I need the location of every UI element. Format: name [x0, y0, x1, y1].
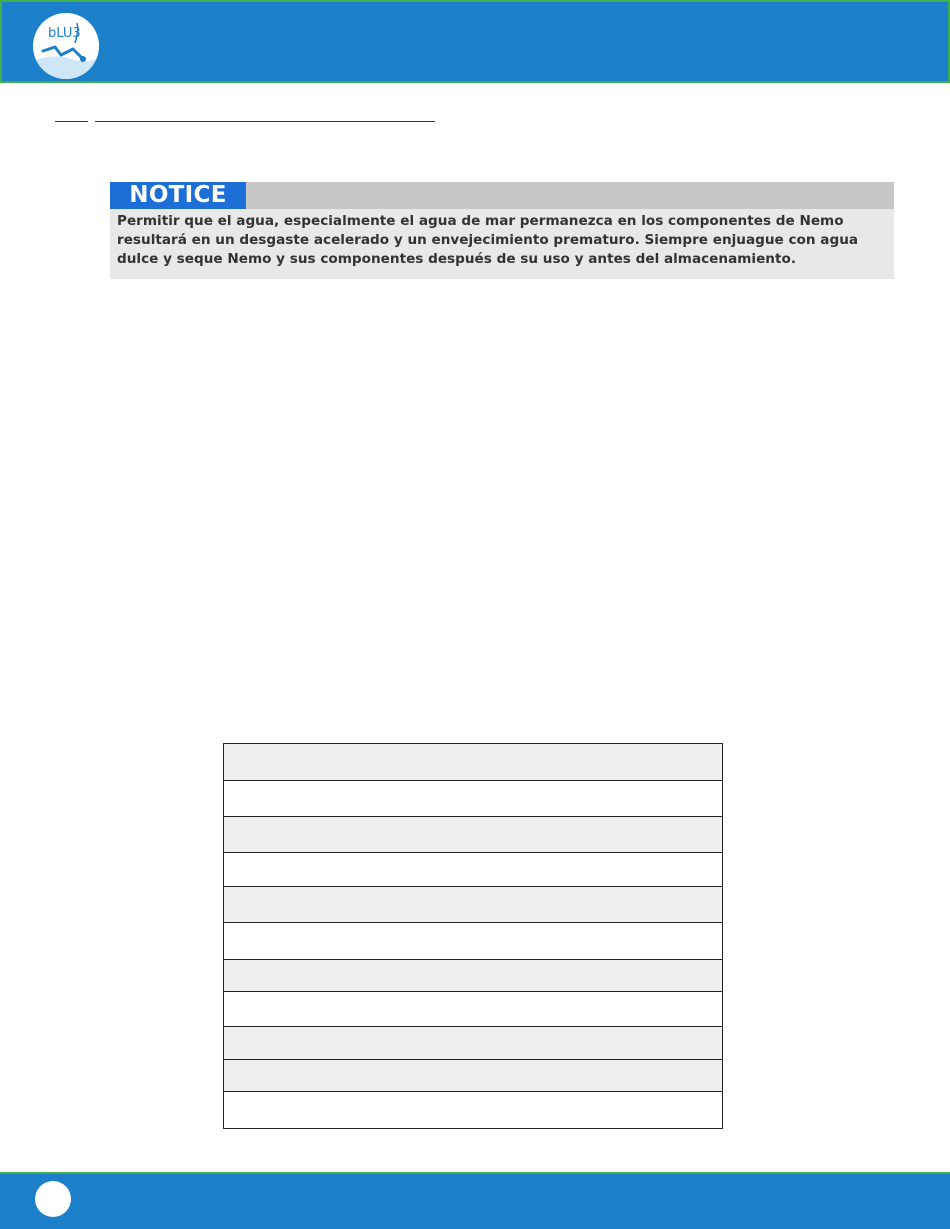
- table-row: [224, 992, 723, 1027]
- table-cell: [224, 1027, 723, 1060]
- page-number-badge: [35, 1181, 71, 1217]
- footer-bar: [0, 1172, 950, 1229]
- table-row: [224, 1027, 723, 1060]
- table-cell: [224, 887, 723, 923]
- table-row: [224, 960, 723, 992]
- table-row: [224, 744, 723, 781]
- notice-box: [110, 182, 894, 279]
- logo-text: bLU3: [48, 26, 81, 41]
- section-rule-long: [95, 121, 435, 122]
- table-row: [224, 1092, 723, 1129]
- table-cell: [224, 1060, 723, 1092]
- notice-badge: NOTICE: [110, 182, 246, 209]
- notice-text: Permitir que el agua, especialmente el agua de mar permanezca en los componentes de Nemo resultará en un desgaste acelerado y un envejecimiento prematuro. Siempre enjuague con agua dulce y seque Nemo y sus componentes después de su uso y antes del almacenamiento.: [117, 213, 859, 267]
- table-cell: [224, 817, 723, 853]
- table-cell: [224, 781, 723, 817]
- table-cell: [224, 992, 723, 1027]
- table-row: [224, 923, 723, 960]
- diver-logo-icon: [33, 13, 99, 79]
- table-cell: [224, 923, 723, 960]
- header-bar: [0, 0, 950, 83]
- data-table: [223, 743, 723, 1129]
- table-cell: [224, 744, 723, 781]
- table-row: [224, 781, 723, 817]
- blu3-logo: [33, 13, 99, 79]
- table-row: [224, 853, 723, 887]
- table-row: [224, 887, 723, 923]
- table-cell: [224, 853, 723, 887]
- table-row: [224, 817, 723, 853]
- table-cell: [224, 1092, 723, 1129]
- section-rule-short: [55, 121, 88, 122]
- table-cell: [224, 960, 723, 992]
- table-row: [224, 1060, 723, 1092]
